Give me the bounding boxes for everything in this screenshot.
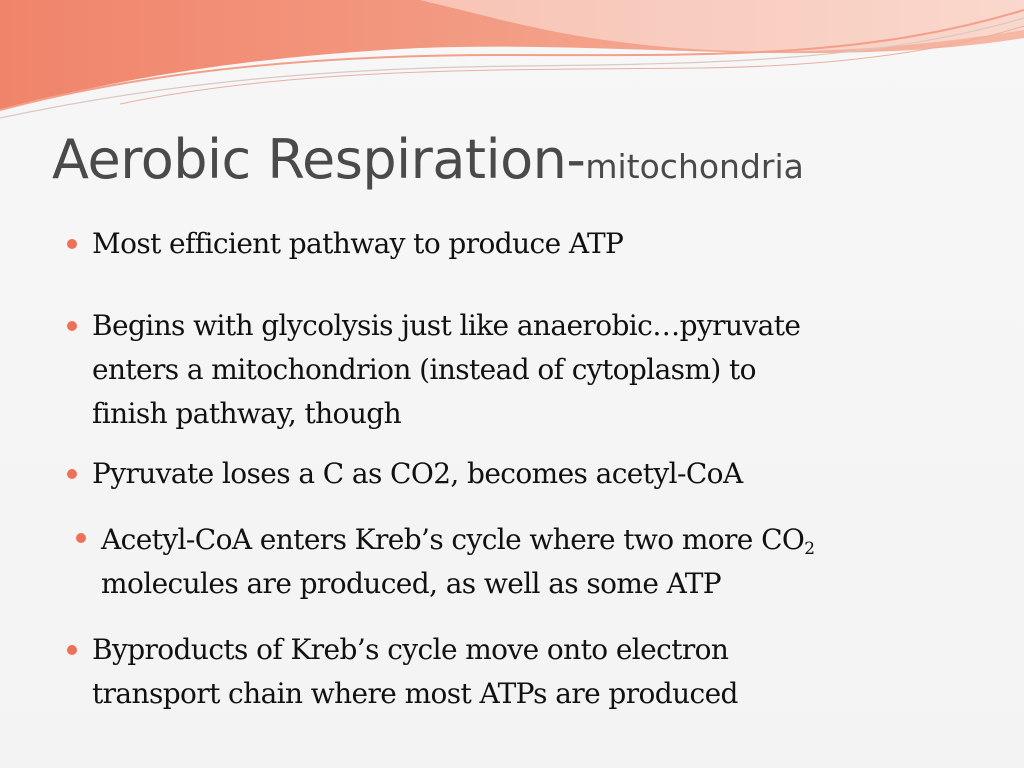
- bullet-line: molecules are produced, as well as some ATP: [101, 567, 722, 600]
- bullet-dot-icon: [67, 321, 77, 331]
- bullet-dot-icon: [67, 239, 77, 249]
- subscript-2: 2: [804, 539, 815, 559]
- bullet-item: [92, 452, 743, 496]
- bullet-line: Byproducts of Kreb’s cycle move onto electron: [92, 633, 729, 666]
- decorative-wave-header: [0, 0, 1024, 140]
- bullet-line: transport chain where most ATPs are produced: [92, 677, 738, 710]
- bullet-item: [101, 518, 814, 606]
- bullet-line: Pyruvate loses a C as CO2, becomes acetyl-CoA: [92, 457, 743, 490]
- bullet-dot-icon: [67, 469, 77, 479]
- bullet-line-text: Acetyl-CoA enters Kreb’s cycle where two more CO: [101, 523, 805, 556]
- title-main: Aerobic Respiration-: [52, 128, 586, 191]
- bullet-line: [101, 518, 814, 562]
- bullet-dot-icon: [76, 533, 86, 543]
- bullet-line: enters a mitochondrion (instead of cytoplasm) to: [92, 353, 756, 386]
- bullet-line: finish pathway, though: [92, 397, 402, 430]
- bullet-item: [92, 304, 800, 436]
- bullet-item: [92, 222, 623, 266]
- bullet-line: Most efficient pathway to produce ATP: [92, 227, 624, 260]
- slide-title: [52, 128, 804, 191]
- bullet-dot-icon: [67, 645, 77, 655]
- title-suffix: mitochondria: [585, 147, 804, 186]
- bullet-item: [92, 628, 738, 716]
- bullet-line: Begins with glycolysis just like anaerobic…pyruvate: [92, 309, 801, 342]
